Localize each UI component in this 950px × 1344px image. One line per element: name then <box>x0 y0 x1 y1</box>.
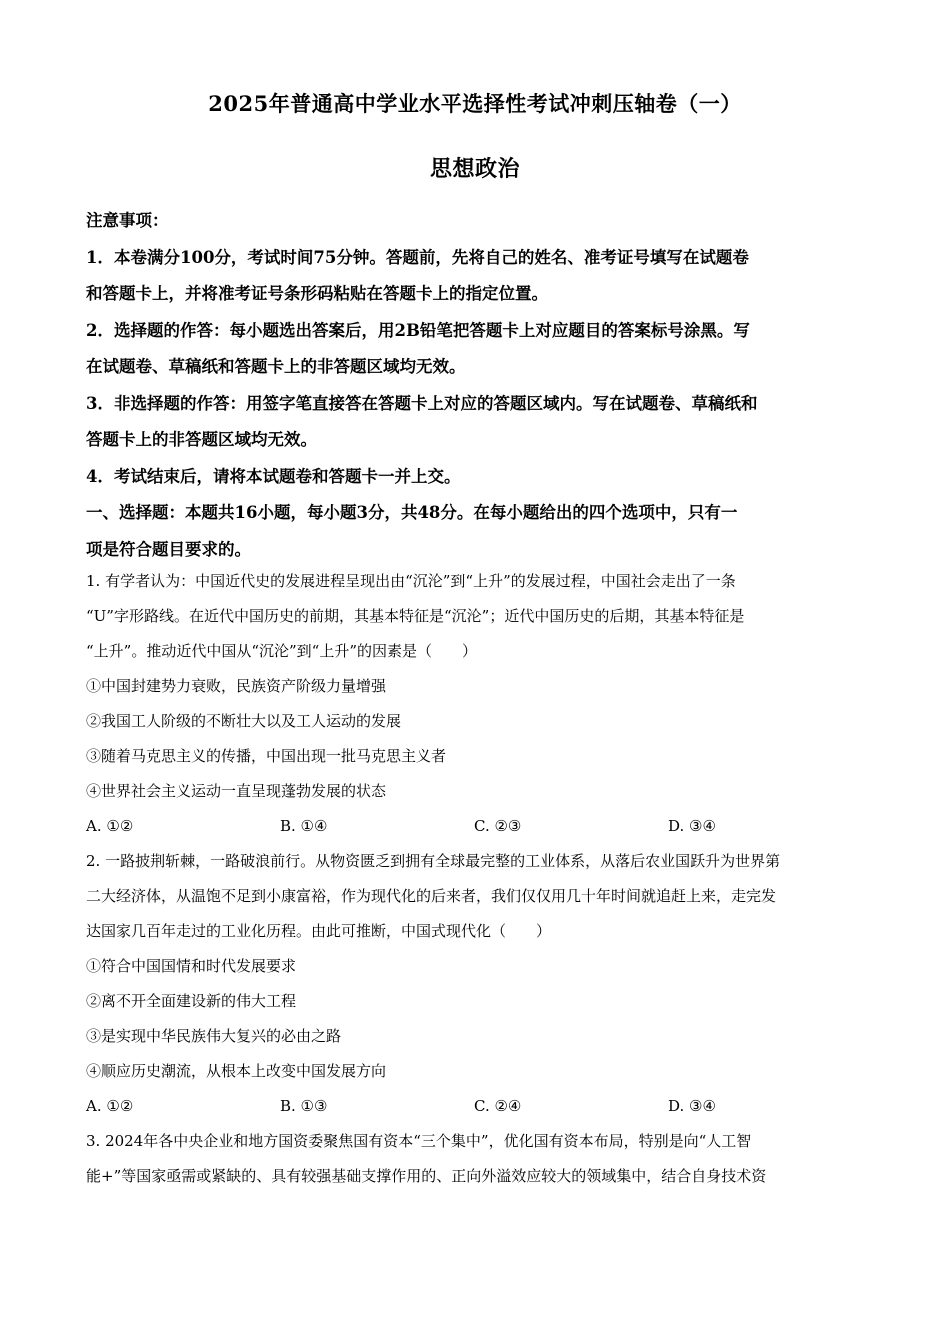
statement: ④世界社会主义运动一直呈现蓬勃发展的状态 <box>86 782 387 800</box>
notes-line: 1．本卷满分100分，考试时间75分钟。答题前，先将自己的姓名、准考证号填写在试题卷 <box>86 247 749 267</box>
answer-options <box>86 809 876 844</box>
statement: ①中国封建势力衰败，民族资产阶级力量增强 <box>86 677 387 695</box>
question-stem-line: “U”字形路线。在近代中国历史的前期，其基本特征是“沉沦”；近代中国历史的后期，其基本特征是 <box>86 607 745 625</box>
statement: ③随着马克思主义的传播，中国出现一批马克思主义者 <box>86 747 447 765</box>
statement: ①符合中国国情和时代发展要求 <box>86 957 297 975</box>
statement: ②我国工人阶级的不断壮大以及工人运动的发展 <box>86 712 402 730</box>
option-a: A. ①② <box>86 1097 134 1115</box>
statement: ③是实现中华民族伟大复兴的必由之路 <box>86 1027 342 1045</box>
option-c: C. ②④ <box>474 1097 522 1115</box>
section-heading-line: 项是符合题目要求的。 <box>86 539 251 559</box>
option-b: B. ①④ <box>280 817 328 835</box>
notes-heading: 注意事项： <box>86 211 169 230</box>
notes-line: 2．选择题的作答：每小题选出答案后，用2B铅笔把答题卡上对应题目的答案标号涂黑。写 <box>86 320 750 340</box>
question-stem-line: 2. 一路披荆斩棘，一路破浪前行。从物资匮乏到拥有全球最完整的工业体系，从落后农业国跃升为世界第 <box>86 852 781 870</box>
questions-section <box>86 564 876 1194</box>
notes-section <box>86 203 876 568</box>
exam-title: 2025年普通高中学业水平选择性考试冲刺压轴卷（一） <box>208 91 742 116</box>
answer-options <box>86 1089 876 1124</box>
option-d: D. ③④ <box>668 1097 716 1115</box>
statement: ②离不开全面建设新的伟大工程 <box>86 992 297 1010</box>
notes-line: 在试题卷、草稿纸和答题卡上的非答题区域均无效。 <box>86 357 466 376</box>
option-b: B. ①③ <box>280 1097 328 1115</box>
subject-title: 思想政治 <box>429 156 520 182</box>
option-a: A. ①② <box>86 817 134 835</box>
option-c: C. ②③ <box>474 817 522 835</box>
notes-line: 3．非选择题的作答：用签字笔直接答在答题卡上对应的答题区域内。写在试题卷、草稿纸和 <box>86 393 758 413</box>
statement: ④顺应历史潮流，从根本上改变中国发展方向 <box>86 1062 387 1080</box>
question-2 <box>86 844 876 1124</box>
question-stem-line: 1. 有学者认为：中国近代史的发展进程呈现出由“沉沦”到“上升”的发展过程，中国社会走出了一条 <box>86 572 736 590</box>
question-stem-line: “上升”。推动近代中国从“沉沦”到“上升”的因素是（ ） <box>86 642 478 660</box>
question-3 <box>86 1124 876 1194</box>
question-stem-line: 二大经济体，从温饱不足到小康富裕，作为现代化的后来者，我们仅仅用几十年时间就追赶上来，走完发 <box>86 887 777 905</box>
question-stem-line: 能+”等国家亟需或紧缺的、具有较强基础支撑作用的、正向外溢效应较大的领域集中，结合自身技术资 <box>86 1167 767 1185</box>
notes-line: 和答题卡上，并将准考证号条形码粘贴在答题卡上的指定位置。 <box>86 284 548 303</box>
option-d: D. ③④ <box>668 817 716 835</box>
question-1 <box>86 564 876 844</box>
section-heading-line: 一、选择题：本题共16小题，每小题3分，共48分。在每小题给出的四个选项中，只有一 <box>86 503 738 522</box>
question-stem-line: 达国家几百年走过的工业化历程。由此可推断，中国式现代化（ ） <box>86 922 552 940</box>
notes-line: 4．考试结束后，请将本试题卷和答题卡一并上交。 <box>86 466 461 486</box>
notes-line: 答题卡上的非答题区域均无效。 <box>86 430 317 449</box>
question-stem-line: 3. 2024年各中央企业和地方国资委聚焦国有资本“三个集中”，优化国有资本布局，特别是向“人工智 <box>86 1132 752 1150</box>
